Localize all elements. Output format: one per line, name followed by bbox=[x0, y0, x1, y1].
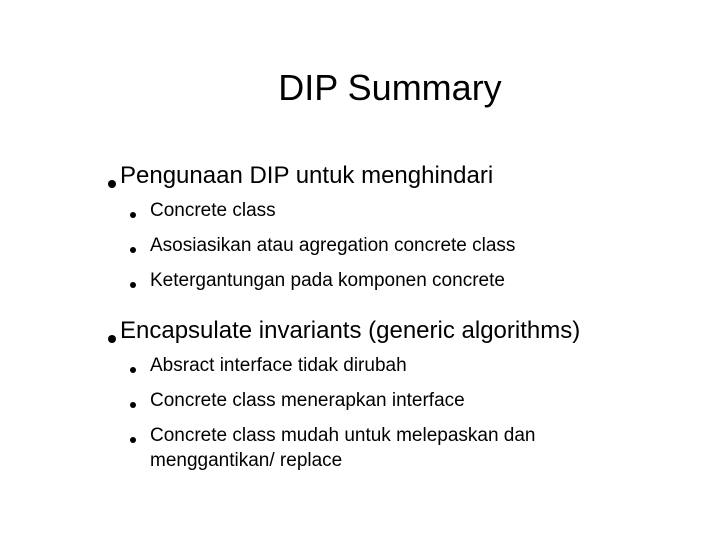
sub-bullet-item bbox=[126, 198, 668, 223]
sub-bullet-list bbox=[126, 353, 668, 473]
sub-bullet-item bbox=[126, 388, 668, 413]
slide-content bbox=[108, 158, 668, 483]
bullet-dot-icon bbox=[126, 388, 150, 413]
bullet-dot-icon bbox=[126, 353, 150, 378]
sub-bullet-text: Concrete class menerapkan interface bbox=[150, 390, 465, 411]
sub-bullet-item bbox=[126, 233, 668, 258]
sub-bullet-item bbox=[126, 268, 668, 293]
bullet-section-2 bbox=[108, 313, 668, 349]
bullet-section-1 bbox=[108, 158, 668, 194]
sub-bullet-list bbox=[126, 198, 668, 293]
slide-title: DIP Summary bbox=[278, 67, 502, 108]
sub-bullet-text: Absract interface tidak dirubah bbox=[150, 355, 407, 376]
sub-bullet-text: Asosiasikan atau agregation concrete class bbox=[150, 235, 516, 256]
bullet-dot-icon bbox=[108, 158, 120, 194]
bullet-dot-icon bbox=[126, 198, 150, 223]
section-heading: Encapsulate invariants (generic algorithms) bbox=[120, 317, 581, 344]
sub-bullet-text: Concrete class mudah untuk melepaskan dan menggantikan/ replace bbox=[150, 425, 536, 471]
sub-bullet-item bbox=[126, 423, 668, 473]
bullet-dot-icon bbox=[126, 423, 150, 448]
sub-bullet-text: Ketergantungan pada komponen concrete bbox=[150, 270, 505, 291]
sub-bullet-text: Concrete class bbox=[150, 200, 276, 221]
bullet-dot-icon bbox=[108, 313, 120, 349]
section-heading: Pengunaan DIP untuk menghindari bbox=[120, 162, 494, 189]
bullet-dot-icon bbox=[126, 268, 150, 293]
sub-bullet-item bbox=[126, 353, 668, 378]
bullet-dot-icon bbox=[126, 233, 150, 258]
